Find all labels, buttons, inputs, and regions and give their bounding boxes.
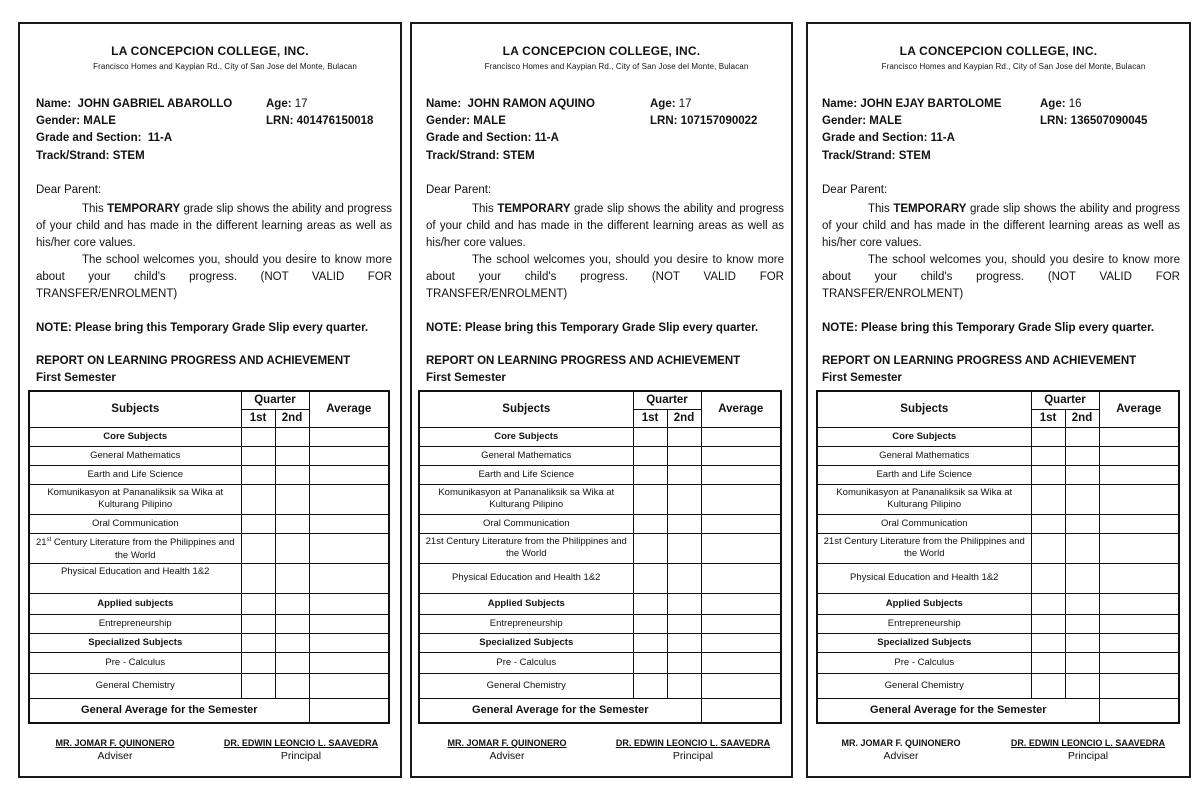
student-age: 17 — [294, 98, 308, 110]
general-average-label: General Average for the Semester — [419, 698, 701, 723]
principal-signature — [608, 738, 778, 762]
gender-label: Gender: — [36, 115, 81, 127]
adviser-name: MR. JOMAR F. QUINONERO — [447, 738, 567, 748]
student-grade-section: 11-A — [534, 132, 559, 144]
subject-row: General Mathematics — [817, 446, 1031, 465]
col-q2: 2nd — [275, 409, 309, 427]
student-name-row — [822, 98, 1001, 110]
student-name: JOHN EJAY BARTOLOME — [860, 98, 1002, 110]
core-subjects-header: Core Subjects — [419, 427, 633, 446]
note: NOTE: Please bring this Temporary Grade Slip every quarter. — [426, 322, 759, 334]
col-subjects: Subjects — [29, 391, 241, 427]
school-name: LA CONCEPCION COLLEGE, INC. — [899, 44, 1098, 58]
student-grade-section: 11-A — [930, 132, 955, 144]
student-age: 16 — [1068, 98, 1082, 110]
student-name-row — [36, 98, 232, 110]
adviser-name: MR. JOMAR F. QUINONERO — [841, 738, 961, 748]
subject-row: 21st Century Literature from the Philippines and the World — [817, 533, 1031, 563]
specialized-subjects-header: Specialized Subjects — [419, 633, 633, 652]
letter-paragraph-1 — [426, 201, 784, 252]
track-label: Track/Strand: — [36, 150, 110, 162]
letter-p1-pre: This — [82, 203, 108, 215]
semester-label: First Semester — [36, 372, 116, 384]
subject-row: Earth and Life Science — [817, 465, 1031, 484]
core-subjects-header: Core Subjects — [29, 427, 241, 446]
semester-label: First Semester — [822, 372, 902, 384]
lrn-label: LRN: — [266, 115, 294, 127]
col-q1: 1st — [1031, 409, 1065, 427]
report-title: REPORT ON LEARNING PROGRESS AND ACHIEVEMENT — [426, 355, 741, 367]
grade-slip-2 — [410, 22, 793, 778]
subject-row: Earth and Life Science — [419, 465, 633, 484]
subject-row: General Mathematics — [29, 446, 241, 465]
letter-p1-post: grade slip shows the ability and progress of your child and has made in the different learning areas as well as his/her core values. — [36, 203, 393, 249]
gender-row — [426, 115, 506, 127]
subject-row: Physical Education and Health 1&2 — [419, 563, 633, 593]
age-row — [1040, 98, 1082, 110]
name-label: Name: — [822, 98, 858, 110]
adviser-signature — [826, 738, 976, 762]
general-average-label: General Average for the Semester — [29, 698, 309, 723]
subject-row: Pre - Calculus — [29, 652, 241, 673]
col-quarter: Quarter — [1031, 391, 1099, 409]
student-lrn: 401476150018 — [296, 115, 374, 127]
age-row — [266, 98, 308, 110]
school-address: Francisco Homes and Kaypian Rd., City of San Jose del Monte, Bulacan — [881, 62, 1146, 71]
letter-p1-bold: TEMPORARY — [497, 203, 571, 215]
student-gender: MALE — [869, 115, 902, 127]
applied-subjects-header: Applied Subjects — [419, 593, 633, 614]
lrn-label: LRN: — [1040, 115, 1068, 127]
col-subjects: Subjects — [419, 391, 633, 427]
subject-row: Oral Communication — [29, 514, 241, 533]
lrn-label: LRN: — [650, 115, 678, 127]
adviser-signature — [40, 738, 190, 762]
grade-section-row — [822, 132, 955, 144]
specialized-subjects-header: Specialized Subjects — [817, 633, 1031, 652]
student-grade-section: 11-A — [147, 132, 173, 144]
subject-row: General Chemistry — [817, 673, 1031, 698]
student-name-row — [426, 98, 595, 110]
subject-row: Komunikasyon at Pananaliksik sa Wika at Kulturang Pilipino — [817, 484, 1031, 514]
student-name: JOHN GABRIEL ABAROLLO — [77, 98, 233, 110]
school-name: LA CONCEPCION COLLEGE, INC. — [502, 44, 701, 58]
subject-row: Pre - Calculus — [419, 652, 633, 673]
subject-row: Earth and Life Science — [29, 465, 241, 484]
adviser-role: Adviser — [489, 750, 525, 762]
greeting: Dear Parent: — [36, 184, 102, 196]
lrn-row — [1040, 115, 1147, 127]
school-address: Francisco Homes and Kaypian Rd., City of San Jose del Monte, Bulacan — [484, 62, 749, 71]
principal-role: Principal — [672, 750, 714, 762]
grade-section-row — [426, 132, 559, 144]
lrn-row — [266, 115, 373, 127]
subject-row: Pre - Calculus — [817, 652, 1031, 673]
letter-paragraph-2: The school welcomes you, should you desire to know more about your child's progress. (NOT VALID FOR TRANSFER/ENROLMENT) — [822, 254, 1180, 300]
adviser-role: Adviser — [883, 750, 919, 762]
age-label: Age: — [650, 98, 676, 110]
track-row — [426, 150, 535, 162]
subject-row: Komunikasyon at Pananaliksik sa Wika at Kulturang Pilipino — [419, 484, 633, 514]
grade-section-label: Grade and Section: — [36, 132, 142, 144]
report-title: REPORT ON LEARNING PROGRESS AND ACHIEVEMENT — [36, 355, 351, 367]
col-subjects: Subjects — [817, 391, 1031, 427]
principal-role: Principal — [1067, 750, 1109, 762]
col-q2: 2nd — [667, 409, 701, 427]
subject-21-rest: Century Literature from the Philippines and the World — [51, 537, 235, 561]
letter-p1-pre: This — [868, 203, 894, 215]
school-address: Francisco Homes and Kaypian Rd., City of San Jose del Monte, Bulacan — [93, 62, 357, 71]
subject-row: 21st Century Literature from the Philippines and the World — [419, 533, 633, 563]
applied-subjects-header: Applied Subjects — [817, 593, 1031, 614]
grades-table — [28, 390, 390, 724]
track-row — [822, 150, 931, 162]
gender-label: Gender: — [426, 115, 471, 127]
student-gender: MALE — [83, 115, 116, 127]
adviser-role: Adviser — [97, 750, 133, 762]
principal-name: DR. EDWIN LEONCIO L. SAAVEDRA — [615, 738, 771, 748]
age-label: Age: — [1040, 98, 1066, 110]
col-average: Average — [701, 391, 781, 427]
letter-p1-bold: TEMPORARY — [107, 203, 181, 215]
subject-row: Entrepreneurship — [29, 614, 241, 633]
letter-p1-post: grade slip shows the ability and progress of your child and has made in the different learning areas as well as his/her core values. — [822, 203, 1181, 249]
subject-row: Entrepreneurship — [817, 614, 1031, 633]
grade-section-row — [36, 132, 172, 144]
report-title: REPORT ON LEARNING PROGRESS AND ACHIEVEMENT — [822, 355, 1137, 367]
subject-row: General Chemistry — [29, 673, 241, 698]
gender-label: Gender: — [822, 115, 867, 127]
letter-paragraph-2: The school welcomes you, should you desire to know more about your child's progress. (NOT VALID FOR TRANSFER/ENROLMENT) — [36, 254, 392, 300]
age-row — [650, 98, 692, 110]
gender-row — [36, 115, 116, 127]
adviser-name: MR. JOMAR F. QUINONERO — [55, 738, 175, 748]
col-average: Average — [1099, 391, 1179, 427]
adviser-signature — [432, 738, 582, 762]
letter-paragraph-1 — [822, 201, 1180, 252]
note: NOTE: Please bring this Temporary Grade Slip every quarter. — [36, 322, 369, 334]
col-quarter: Quarter — [633, 391, 701, 409]
subject-21-num: 21 — [36, 537, 47, 549]
core-subjects-header: Core Subjects — [817, 427, 1031, 446]
grades-table — [816, 390, 1180, 724]
grade-slip-3 — [806, 22, 1191, 778]
subject-row: General Chemistry — [419, 673, 633, 698]
principal-name: DR. EDWIN LEONCIO L. SAAVEDRA — [223, 738, 379, 748]
age-label: Age: — [266, 98, 292, 110]
col-q2: 2nd — [1065, 409, 1099, 427]
subject-row: General Mathematics — [419, 446, 633, 465]
col-average: Average — [309, 391, 389, 427]
gender-row — [822, 115, 902, 127]
subject-21-sup: st — [46, 537, 52, 544]
applied-subjects-header: Applied subjects — [29, 593, 241, 614]
subject-row: Oral Communication — [419, 514, 633, 533]
specialized-subjects-header: Specialized Subjects — [29, 633, 241, 652]
student-age: 17 — [678, 98, 692, 110]
col-quarter: Quarter — [241, 391, 309, 409]
grades-table — [418, 390, 782, 724]
grade-slip-1 — [18, 22, 402, 778]
track-label: Track/Strand: — [426, 150, 500, 162]
student-track: STEM — [898, 150, 931, 162]
grade-section-label: Grade and Section: — [426, 132, 532, 144]
school-name: LA CONCEPCION COLLEGE, INC. — [111, 44, 309, 58]
letter-paragraph-2: The school welcomes you, should you desire to know more about your child's progress. (NOT VALID FOR TRANSFER/ENROLMENT) — [426, 254, 784, 300]
principal-signature — [1002, 738, 1174, 762]
letter-p1-bold: TEMPORARY — [893, 203, 967, 215]
subject-row: Physical Education and Health 1&2 — [817, 563, 1031, 593]
letter-p1-pre: This — [472, 203, 498, 215]
track-label: Track/Strand: — [822, 150, 896, 162]
note: NOTE: Please bring this Temporary Grade Slip every quarter. — [822, 322, 1155, 334]
principal-name: DR. EDWIN LEONCIO L. SAAVEDRA — [1010, 738, 1166, 748]
student-lrn: 136507090045 — [1070, 115, 1148, 127]
grade-section-label: Grade and Section: — [822, 132, 928, 144]
semester-label: First Semester — [426, 372, 506, 384]
student-gender: MALE — [473, 115, 506, 127]
track-row — [36, 150, 145, 162]
letter-paragraph-1 — [36, 201, 392, 252]
letter-p1-post: grade slip shows the ability and progress of your child and has made in the different learning areas as well as his/her core values. — [426, 203, 785, 249]
name-label: Name: — [36, 98, 72, 110]
subject-row — [29, 533, 241, 563]
lrn-row — [650, 115, 757, 127]
subject-row: Entrepreneurship — [419, 614, 633, 633]
subject-row: Oral Communication — [817, 514, 1031, 533]
greeting: Dear Parent: — [822, 184, 888, 196]
col-q1: 1st — [241, 409, 275, 427]
subject-row: Physical Education and Health 1&2 — [29, 563, 241, 593]
student-lrn: 107157090022 — [680, 115, 758, 127]
greeting: Dear Parent: — [426, 184, 492, 196]
student-track: STEM — [112, 150, 145, 162]
principal-signature — [216, 738, 386, 762]
student-name: JOHN RAMON AQUINO — [467, 98, 595, 110]
col-q1: 1st — [633, 409, 667, 427]
student-track: STEM — [502, 150, 535, 162]
principal-role: Principal — [280, 750, 322, 762]
name-label: Name: — [426, 98, 462, 110]
general-average-label: General Average for the Semester — [817, 698, 1099, 723]
subject-row: Komunikasyon at Pananaliksik sa Wika at Kulturang Pilipino — [29, 484, 241, 514]
